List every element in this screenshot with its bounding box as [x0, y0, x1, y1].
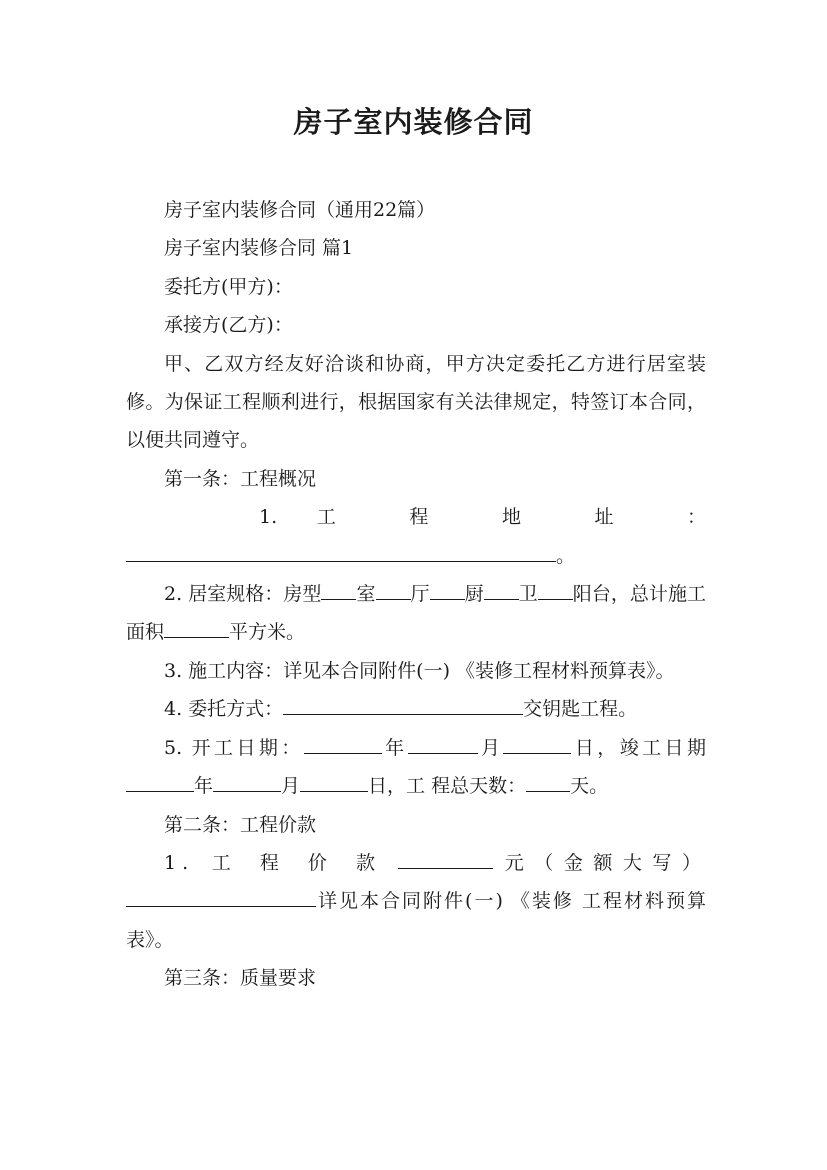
rooms-blank [321, 579, 356, 600]
start-day-blank [503, 733, 571, 754]
article1-item2: 2. 居室规格：房型 室 厅 厨 卫 阳台，总计施工面积 平方米。 [126, 575, 706, 652]
bathrooms-blank [484, 579, 519, 600]
end-month-blank [213, 771, 281, 792]
address-blank [126, 541, 556, 562]
start-month-blank [408, 733, 478, 754]
intro-paragraph: 房子室内装修合同（通用22篇） [164, 199, 436, 221]
article1-item4: 4. 委托方式： 交钥匙工程。 [126, 690, 706, 728]
start-year-blank [304, 733, 382, 754]
item1-label: 1. 工 程 地 址 ： [259, 506, 706, 529]
end-year-blank [126, 771, 194, 792]
commission-blank [283, 694, 523, 715]
halls-blank [376, 579, 411, 600]
price-words-blank [126, 886, 316, 907]
preamble-paragraph: 甲、乙双方经友好洽谈和协商，甲方决定委托乙方进行居室装修。为保证工程顺利进行，根据国家有关法律规定，特签订本合同，以便共同遵守。 [126, 352, 706, 452]
document-body [126, 191, 706, 998]
party-a-line: 委托方(甲方)： [164, 275, 293, 298]
total-days-blank [526, 771, 570, 792]
article1-heading: 第一条：工程概况 [164, 467, 317, 490]
article3-heading: 第三条：质量要求 [164, 967, 317, 990]
balconies-blank [538, 579, 573, 600]
item1-end: 。 [556, 544, 576, 567]
end-day-blank [300, 771, 368, 792]
article1-item1-blank-line [126, 537, 706, 575]
article2-item1: 1. 工 程 价 款 元（金额大写）详见本合同附件(一) 《装修 工程材料预算表》。 [126, 844, 706, 959]
party-b-line: 承接方(乙方)： [164, 314, 293, 337]
area-blank [164, 618, 229, 639]
document-title: 房子室内装修合同 [293, 105, 534, 139]
section-heading: 房子室内装修合同 篇1 [164, 237, 354, 260]
article1-item3: 3. 施工内容：详见本合同附件(一) 《装修工程材料预算表》。 [164, 659, 675, 682]
article1-item5: 5. 开工日期： 年 月 日，竣工日期年 月 日，工 程总天数： 天。 [126, 729, 706, 806]
kitchens-blank [430, 579, 465, 600]
price-blank [398, 848, 493, 869]
article1-item1 [126, 498, 706, 536]
article2-heading: 第二条：工程价款 [164, 813, 317, 836]
